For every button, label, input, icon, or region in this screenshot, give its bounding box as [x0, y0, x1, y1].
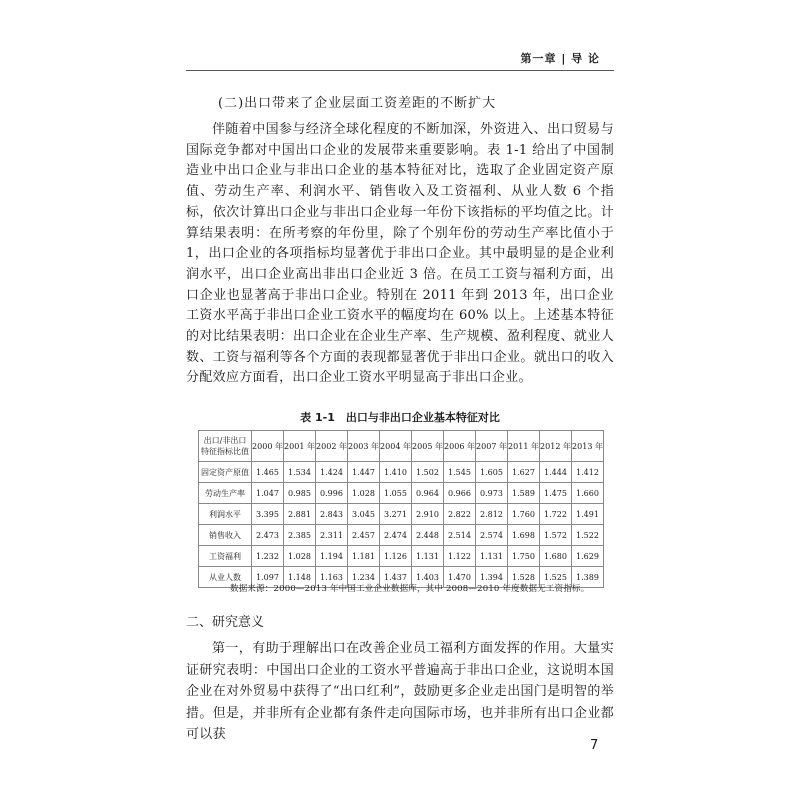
- table-cell: 1.475: [540, 483, 572, 504]
- table-cell: 1.148: [284, 567, 316, 588]
- year-header: 2000 年: [252, 431, 284, 462]
- table-cell: 1.131: [476, 546, 508, 567]
- table-cell: 1.502: [412, 462, 444, 483]
- table-cell: 1.055: [380, 483, 412, 504]
- table-cell: 1.412: [572, 462, 604, 483]
- table-cell: 1.572: [540, 525, 572, 546]
- table-cell: 1.122: [444, 546, 476, 567]
- corner-header-text: 出口/非出口 特征指标比值: [201, 436, 249, 456]
- table-cell: 1.447: [348, 462, 380, 483]
- table-cell: 1.028: [284, 546, 316, 567]
- table-row: [199, 504, 604, 525]
- table-cell: 1.760: [508, 504, 540, 525]
- section-heading: 二、研究意义: [186, 615, 265, 630]
- table-cell: 1.234: [348, 567, 380, 588]
- table-cell: 0.966: [444, 483, 476, 504]
- table-cell: 1.028: [348, 483, 380, 504]
- table-cell: 1.522: [572, 525, 604, 546]
- running-header: 第一章 | 导 论: [520, 52, 600, 65]
- year-header: 2011 年: [508, 431, 540, 462]
- paragraph-1: 伴随着中国参与经济全球化程度的不断加深，外资进入、出口贸易与国际竞争都对中国出口企业的发展带来重要影响。表 1-1 给出了中国制造业中出口企业与非出口企业的基本特征对比，选取了企业固定资产原值、劳动生产率、利润水平、销售收入及工资福利、从业人数 6 个指标，依次计算出口企业与非出口企业每一年份下该指标的平均值之比。计算结果表明：在所考察的年份里，除了个别年份的劳动生产率比值小于 1，出口企业的各项指标均显著优于非出口企业。其中最明显的是企业利润水平，出口企业高出非出口企业近 3 倍。在员工工资与福利方面，出口企业也显著高于非出口企业。特别在 2011 年到 2013 年，出口企业工资水平高于非出口企业工资水平的幅度均在 60% 以上。上述基本特征的对比结果表明：出口企业在企业生产率、生产规模、盈利程度、就业人数、工资与福利等各个方面的表现都显著优于非出口企业。就出口的收入分配效应方面看，出口企业工资水平明显高于非出口企业。: [186, 122, 614, 386]
- row-label: 固定资产原值: [199, 462, 252, 483]
- table-cell: 1.131: [412, 546, 444, 567]
- table-cell: 1.047: [252, 483, 284, 504]
- table-cell: 1.589: [508, 483, 540, 504]
- table-cell: 0.985: [284, 483, 316, 504]
- table-cell: 1.389: [572, 567, 604, 588]
- table-caption: 表 1-1 出口与非出口企业基本特征对比: [300, 411, 500, 424]
- table-cell: 1.750: [508, 546, 540, 567]
- table-row: [199, 483, 604, 504]
- table-cell: 2.448: [412, 525, 444, 546]
- table-cell: 0.996: [316, 483, 348, 504]
- table-cell: 1.545: [444, 462, 476, 483]
- table-cell: 1.444: [540, 462, 572, 483]
- year-header: 2004 年: [380, 431, 412, 462]
- table-cell: 0.973: [476, 483, 508, 504]
- row-label: 工资福利: [199, 546, 252, 567]
- table-body: [199, 462, 604, 588]
- table-cell: 1.629: [572, 546, 604, 567]
- table-cell: 1.097: [252, 567, 284, 588]
- table-cell: 1.194: [316, 546, 348, 567]
- table-cell: 1.605: [476, 462, 508, 483]
- table-cell: 1.163: [316, 567, 348, 588]
- table-cell: 1.181: [348, 546, 380, 567]
- table-cell: 3.395: [252, 504, 284, 525]
- table-cell: 1.698: [508, 525, 540, 546]
- table-cell: 1.534: [284, 462, 316, 483]
- table-cell: 1.403: [412, 567, 444, 588]
- table-cell: 2.457: [348, 525, 380, 546]
- table-cell: 2.574: [476, 525, 508, 546]
- table-cell: 2.910: [412, 504, 444, 525]
- table-cell: 2.385: [284, 525, 316, 546]
- table-cell: 1.470: [444, 567, 476, 588]
- subheading: (二)出口带来了企业层面工资差距的不断扩大: [218, 96, 497, 111]
- table-cell: 2.881: [284, 504, 316, 525]
- table-cell: 2.822: [444, 504, 476, 525]
- row-label: 劳动生产率: [199, 483, 252, 504]
- page-number: 7: [590, 738, 599, 753]
- table-cell: 2.311: [316, 525, 348, 546]
- table-cell: 1.525: [540, 567, 572, 588]
- table-cell: 2.514: [444, 525, 476, 546]
- table-cell: 2.843: [316, 504, 348, 525]
- year-header: 2002 年: [316, 431, 348, 462]
- table-cell: 1.660: [572, 483, 604, 504]
- year-header: 2005 年: [412, 431, 444, 462]
- year-header: 2003 年: [348, 431, 380, 462]
- table-row: [199, 462, 604, 483]
- table-cell: 1.680: [540, 546, 572, 567]
- table-cell: 1.232: [252, 546, 284, 567]
- table-cell: 1.491: [572, 504, 604, 525]
- row-label: 利润水平: [199, 504, 252, 525]
- table-header-row: [199, 431, 604, 462]
- table-cell: 1.722: [540, 504, 572, 525]
- table-cell: 1.424: [316, 462, 348, 483]
- table-row: [199, 546, 604, 567]
- table-cell: 1.126: [380, 546, 412, 567]
- paragraph-2: 第一，有助于理解出口在改善企业员工福利方面发挥的作用。大量实证研究表明：中国出口企业的工资水平普遍高于非出口企业，这说明本国企业在对外贸易中获得了“出口红利”，鼓励更多企业走出国门是明智的举措。但是，并非所有企业都有条件走向国际市场，也并非所有出口企业都可以获: [186, 641, 614, 742]
- table-cell: 3.271: [380, 504, 412, 525]
- year-header: 2001 年: [284, 431, 316, 462]
- year-header: 2013 年: [572, 431, 604, 462]
- table-cell: 0.964: [412, 483, 444, 504]
- table-cell: 1.394: [476, 567, 508, 588]
- table-row: [199, 525, 604, 546]
- table-cell: 1.627: [508, 462, 540, 483]
- table-cell: 2.812: [476, 504, 508, 525]
- year-header: 2007 年: [476, 431, 508, 462]
- table-cell: 1.410: [380, 462, 412, 483]
- year-header: 2006 年: [444, 431, 476, 462]
- characteristics-table: [198, 430, 604, 588]
- data-source-note: 数据来源：2000—2013 年中国工业企业数据库，其中 2008—2010 年度数据无工资指标。: [230, 584, 590, 594]
- year-header: 2012 年: [540, 431, 572, 462]
- header-rule: [186, 70, 614, 71]
- table-cell: 3.045: [348, 504, 380, 525]
- table-cell: 2.474: [380, 525, 412, 546]
- table-cell: 1.437: [380, 567, 412, 588]
- table-cell: 1.528: [508, 567, 540, 588]
- row-label: 从业人数: [199, 567, 252, 588]
- corner-header: [199, 431, 252, 462]
- table-cell: 2.473: [252, 525, 284, 546]
- row-label: 销售收入: [199, 525, 252, 546]
- table-cell: 1.465: [252, 462, 284, 483]
